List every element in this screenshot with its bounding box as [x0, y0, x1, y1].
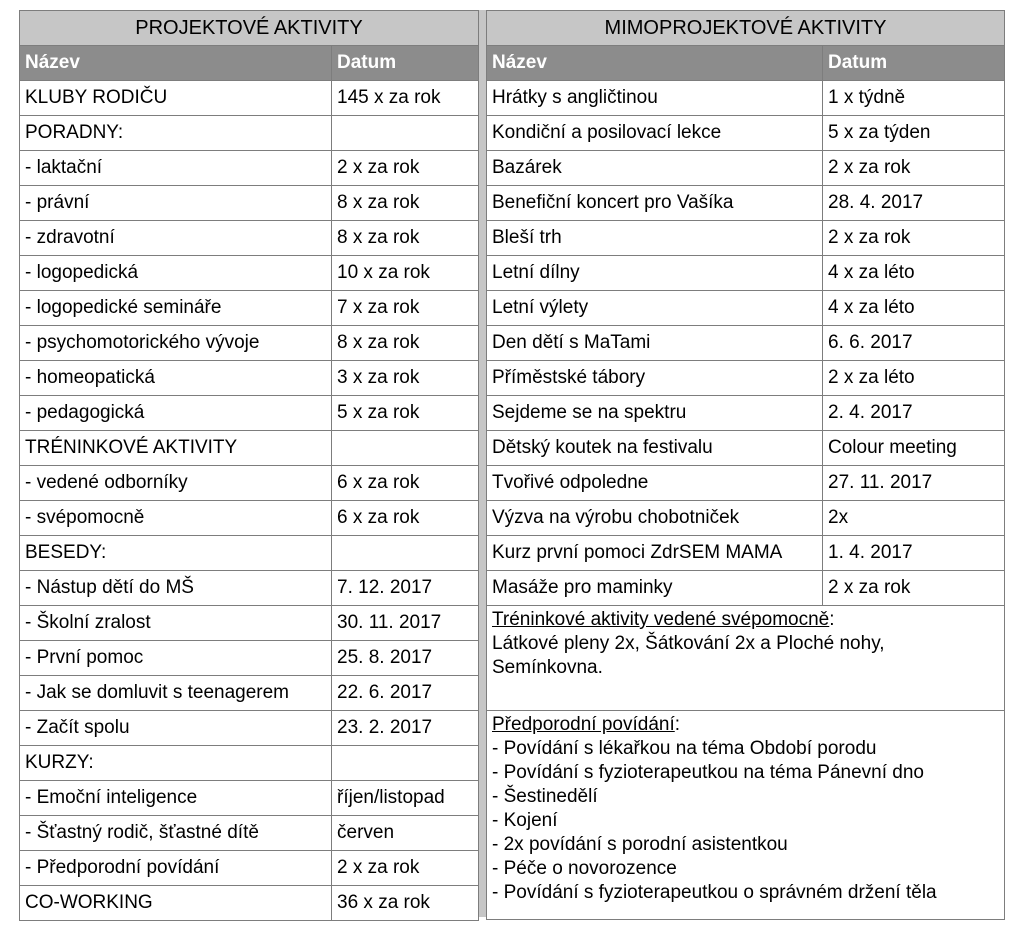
table-row	[487, 571, 1005, 606]
note-line: - Péče o novorozence	[492, 858, 677, 879]
table-title-row	[20, 11, 479, 46]
note-training-heading: Tréninkové aktivity vedené svépomocně	[492, 609, 830, 630]
activity-date-cell: 7 x za rok	[332, 291, 479, 326]
activity-date-cell: 2 x za rok	[823, 221, 1005, 256]
note-line: - Povídání s lékařkou na téma Období porodu	[492, 738, 877, 759]
table-row	[487, 396, 1005, 431]
table-row	[487, 431, 1005, 466]
table-row	[20, 396, 479, 431]
table-row	[487, 186, 1005, 221]
table-row	[20, 571, 479, 606]
activity-date-cell	[332, 431, 479, 466]
activity-name-cell: Příměstské tábory	[487, 361, 823, 396]
activity-date-cell: 10 x za rok	[332, 256, 479, 291]
note-training-colon: :	[829, 609, 835, 630]
table-header-row	[487, 46, 1005, 81]
activity-name-cell: - vedené odborníky	[20, 466, 332, 501]
activity-name-cell: - Začít spolu	[20, 711, 332, 746]
activity-date-cell: 7. 12. 2017	[332, 571, 479, 606]
table-row	[20, 746, 479, 781]
table-row	[20, 361, 479, 396]
activity-date-cell: Colour meeting	[823, 431, 1005, 466]
note-prenatal	[487, 711, 1005, 920]
note-prenatal-colon: :	[674, 714, 681, 735]
table-row	[20, 151, 479, 186]
activity-date-cell: 36 x za rok	[332, 886, 479, 921]
activity-date-cell: 2 x za rok	[823, 571, 1005, 606]
activity-date-cell: 4 x za léto	[823, 291, 1005, 326]
activity-name-cell: CO-WORKING	[20, 886, 332, 921]
activity-name-cell: Letní výlety	[487, 291, 823, 326]
activity-name-cell: Výzva na výrobu chobotniček	[487, 501, 823, 536]
table-row	[487, 291, 1005, 326]
table-row	[20, 501, 479, 536]
table-row	[20, 781, 479, 816]
activity-name-cell: - laktační	[20, 151, 332, 186]
activity-name-cell: KLUBY RODIČU	[20, 81, 332, 116]
table-row	[20, 81, 479, 116]
table-row	[20, 186, 479, 221]
table-title: MIMOPROJEKTOVÉ AKTIVITY	[487, 11, 1005, 46]
activity-name-cell: Hrátky s angličtinou	[487, 81, 823, 116]
table-row	[20, 466, 479, 501]
activity-name-cell: Letní dílny	[487, 256, 823, 291]
activity-date-cell	[332, 116, 479, 151]
table-row	[487, 501, 1005, 536]
column-header-date: Datum	[332, 46, 479, 81]
note-row-prenatal	[487, 711, 1005, 920]
activity-date-cell: 30. 11. 2017	[332, 606, 479, 641]
table-header-row	[20, 46, 479, 81]
table-row	[20, 641, 479, 676]
activity-date-cell: 145 x za rok	[332, 81, 479, 116]
activity-name-cell: - právní	[20, 186, 332, 221]
table-row	[487, 256, 1005, 291]
activity-date-cell: říjen/listopad	[332, 781, 479, 816]
activity-name-cell: Sejdeme se na spektru	[487, 396, 823, 431]
activity-name-cell: BESEDY:	[20, 536, 332, 571]
activity-name-cell: Den dětí s MaTami	[487, 326, 823, 361]
activity-name-cell: - logopedická	[20, 256, 332, 291]
note-row-training	[487, 606, 1005, 711]
table-row	[20, 711, 479, 746]
activity-name-cell: Dětský koutek na festivalu	[487, 431, 823, 466]
note-line: - Povídání s fyzioterapeutkou o správném držení těla	[492, 882, 937, 903]
note-line: - Kojení	[492, 810, 558, 831]
note-prenatal-heading: Předporodní povídání	[492, 714, 675, 735]
table-row	[487, 221, 1005, 256]
activity-date-cell: 4 x za léto	[823, 256, 1005, 291]
activity-name-cell: - Školní zralost	[20, 606, 332, 641]
project-activities-table	[19, 10, 479, 921]
activity-date-cell: 2x	[823, 501, 1005, 536]
activity-name-cell: - pedagogická	[20, 396, 332, 431]
activity-name-cell: Benefiční koncert pro Vašíka	[487, 186, 823, 221]
activity-date-cell: 25. 8. 2017	[332, 641, 479, 676]
non-project-activities-body	[487, 11, 1005, 606]
note-training	[487, 606, 1005, 711]
table-row	[487, 151, 1005, 186]
activity-name-cell: - Emoční inteligence	[20, 781, 332, 816]
activity-name-cell: - Předporodní povídání	[20, 851, 332, 886]
note-line: - Šestinedělí	[492, 786, 598, 807]
activity-date-cell: 6. 6. 2017	[823, 326, 1005, 361]
activity-name-cell: - Jak se domluvit s teenagerem	[20, 676, 332, 711]
table-row	[20, 886, 479, 921]
table-row	[20, 291, 479, 326]
table-row	[487, 536, 1005, 571]
activity-date-cell: 5 x za rok	[332, 396, 479, 431]
activity-name-cell: - Šťastný rodič, šťastné dítě	[20, 816, 332, 851]
table-row	[20, 606, 479, 641]
activity-date-cell: 6 x za rok	[332, 466, 479, 501]
activity-date-cell: 22. 6. 2017	[332, 676, 479, 711]
activity-date-cell: 3 x za rok	[332, 361, 479, 396]
activity-date-cell: 8 x za rok	[332, 221, 479, 256]
activity-date-cell: 2 x za rok	[823, 151, 1005, 186]
note-line: - 2x povídání s porodní asistentkou	[492, 834, 788, 855]
table-row	[20, 816, 479, 851]
column-header-date: Datum	[823, 46, 1005, 81]
activity-date-cell: 28. 4. 2017	[823, 186, 1005, 221]
activity-name-cell: Masáže pro maminky	[487, 571, 823, 606]
table-row	[20, 256, 479, 291]
activity-date-cell: 2. 4. 2017	[823, 396, 1005, 431]
table-title-row	[487, 11, 1005, 46]
activity-date-cell: 8 x za rok	[332, 186, 479, 221]
table-row	[20, 221, 479, 256]
activity-date-cell: 1 x týdně	[823, 81, 1005, 116]
table-title: PROJEKTOVÉ AKTIVITY	[20, 11, 479, 46]
activity-name-cell: - logopedické semináře	[20, 291, 332, 326]
activity-date-cell: 8 x za rok	[332, 326, 479, 361]
table-row	[487, 116, 1005, 151]
table-row	[487, 466, 1005, 501]
activity-date-cell	[332, 536, 479, 571]
activity-date-cell: 5 x za týden	[823, 116, 1005, 151]
activity-name-cell: Bleší trh	[487, 221, 823, 256]
note-line: - Povídání s fyzioterapeutkou na téma Pánevní dno	[492, 762, 924, 783]
activity-date-cell: 27. 11. 2017	[823, 466, 1005, 501]
table-row	[487, 326, 1005, 361]
activity-name-cell: - První pomoc	[20, 641, 332, 676]
activity-name-cell: Kurz první pomoci ZdrSEM MAMA	[487, 536, 823, 571]
activity-name-cell: Bazárek	[487, 151, 823, 186]
activity-name-cell: Kondiční a posilovací lekce	[487, 116, 823, 151]
table-row	[20, 851, 479, 886]
activity-date-cell: 6 x za rok	[332, 501, 479, 536]
notes-body	[487, 606, 1005, 920]
table-row	[487, 361, 1005, 396]
table-row	[20, 116, 479, 151]
activity-name-cell: - svépomocně	[20, 501, 332, 536]
table-row	[20, 676, 479, 711]
activity-name-cell: KURZY:	[20, 746, 332, 781]
activity-name-cell: TRÉNINKOVÉ AKTIVITY	[20, 431, 332, 466]
activity-date-cell: 2 x za léto	[823, 361, 1005, 396]
activity-name-cell: - homeopatická	[20, 361, 332, 396]
activity-date-cell: 2 x za rok	[332, 151, 479, 186]
table-separator	[478, 10, 486, 917]
activity-date-cell: červen	[332, 816, 479, 851]
activity-name-cell: PORADNY:	[20, 116, 332, 151]
note-line: Látkové pleny 2x, Šátkování 2x a Ploché nohy,	[492, 633, 885, 654]
activity-date-cell: 23. 2. 2017	[332, 711, 479, 746]
activity-date-cell: 1. 4. 2017	[823, 536, 1005, 571]
column-header-name: Název	[20, 46, 332, 81]
activity-name-cell: - Nástup dětí do MŠ	[20, 571, 332, 606]
activity-date-cell: 2 x za rok	[332, 851, 479, 886]
table-row	[20, 536, 479, 571]
activity-name-cell: Tvořivé odpoledne	[487, 466, 823, 501]
activity-name-cell: - zdravotní	[20, 221, 332, 256]
project-activities-body	[20, 11, 479, 921]
table-row	[487, 81, 1005, 116]
table-row	[20, 431, 479, 466]
non-project-activities-table	[486, 10, 1005, 920]
table-row	[20, 326, 479, 361]
activity-name-cell: - psychomotorického vývoje	[20, 326, 332, 361]
activity-date-cell	[332, 746, 479, 781]
column-header-name: Název	[487, 46, 823, 81]
note-line: Semínkovna.	[492, 657, 603, 678]
